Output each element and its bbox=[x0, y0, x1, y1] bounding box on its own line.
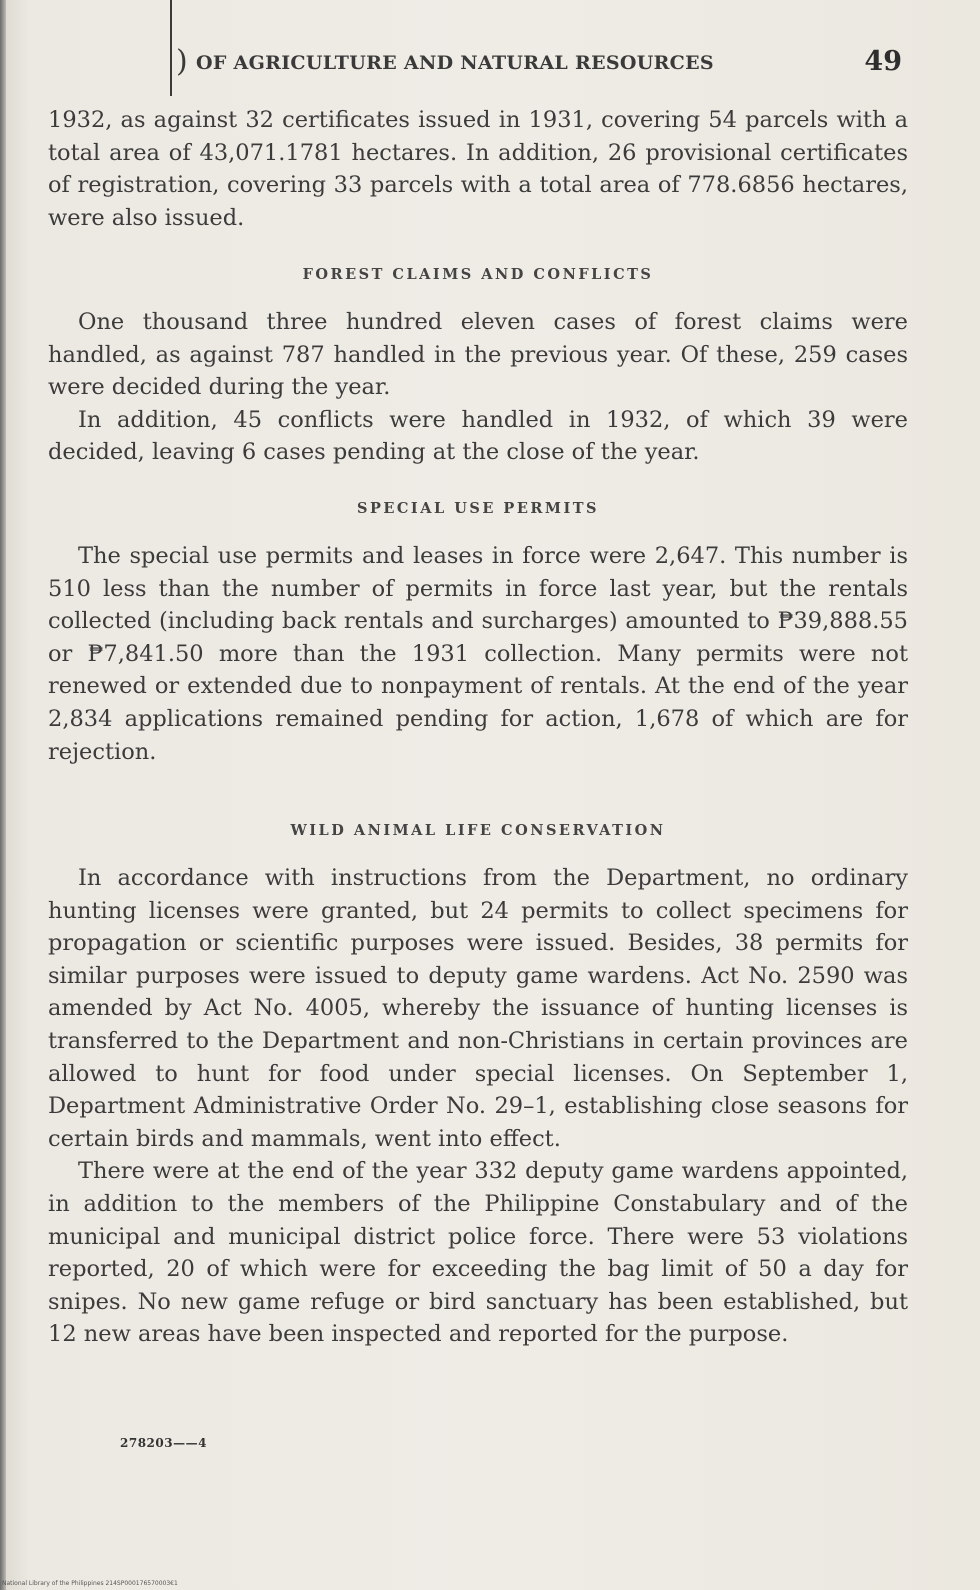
section-body-wild-animal-life bbox=[48, 862, 908, 1351]
scan-binding-edge bbox=[0, 0, 6, 1590]
paragraph: There were at the end of the year 332 deputy game wardens appointed, in addition to the members of the Philippine Constabulary and of the municipal and municipal district police force. There were 53 violations reported, 20 of which were for exceeding the bag limit of 50 a day for snipes. No new game refuge or bird sanctuary has been established, but 12 new areas have been inspected and reported for the purpose. bbox=[48, 1158, 908, 1348]
section-heading-forest-claims: FOREST CLAIMS AND CONFLICTS bbox=[302, 266, 654, 283]
printer-signature: 278203——4 bbox=[120, 1436, 207, 1450]
paragraph: In addition, 45 conflicts were handled in 1932, of which 39 were decided, leaving 6 cases pending at the close of the year. bbox=[48, 406, 908, 466]
paragraph: One thousand three hundred eleven cases of forest claims were handled, as against 787 handled in the previous year. Of these, 259 cases were decided during the year. bbox=[48, 309, 908, 401]
intro-paragraph: 1932, as against 32 certificates issued in 1931, covering 54 parcels with a total area of 43,071.1781 hectares. In addition, 26 provisional certificates of registration, covering 33 parcels with a total area of 778.6856 hectares, were also issued. bbox=[48, 107, 908, 231]
page-number: 49 bbox=[864, 46, 902, 77]
paragraph: In accordance with instructions from the Department, no ordinary hunting licenses were granted, but 24 permits to collect specimens for propagation or scientific purposes were issued. Besides, 38 permits for similar purposes were issued to deputy game wardens. Act No. 2590 was amended by Act No. 4005, whereby the issuance of hunting licenses is transferred to the Department and non-Christians in certain provinces are allowed to hunt for food under special licenses. On September 1, Department Administrative Order No. 29–1, establishing close seasons for certain birds and mammals, went into effect. bbox=[48, 865, 908, 1152]
header-brace: ) bbox=[176, 44, 188, 79]
intro-paragraph-block bbox=[48, 104, 908, 234]
section-heading-special-use-permits: SPECIAL USE PERMITS bbox=[356, 500, 600, 517]
section-body-special-use-permits bbox=[48, 540, 908, 768]
section-body-forest-claims bbox=[48, 306, 908, 469]
scan-credit: National Library of the Philippines 214SP000176570003€1 bbox=[2, 1580, 178, 1587]
paragraph: The special use permits and leases in force were 2,647. This number is 510 less than the number of permits in force last year, but the rentals collected (including back rentals and surcharges) amounted to ₱39,888.55 or ₱7,841.50 more than the 1931 collection. Many permits were not renewed or extended due to nonpayment of rentals. At the end of the year 2,834 applications remained pending for action, 1,678 of which are for rejection. bbox=[48, 543, 908, 765]
running-title: OF AGRICULTURE AND NATURAL RESOURCES bbox=[196, 52, 714, 74]
section-heading-wild-animal-life: WILD ANIMAL LIFE CONSERVATION bbox=[290, 822, 666, 839]
page-header bbox=[170, 42, 910, 92]
